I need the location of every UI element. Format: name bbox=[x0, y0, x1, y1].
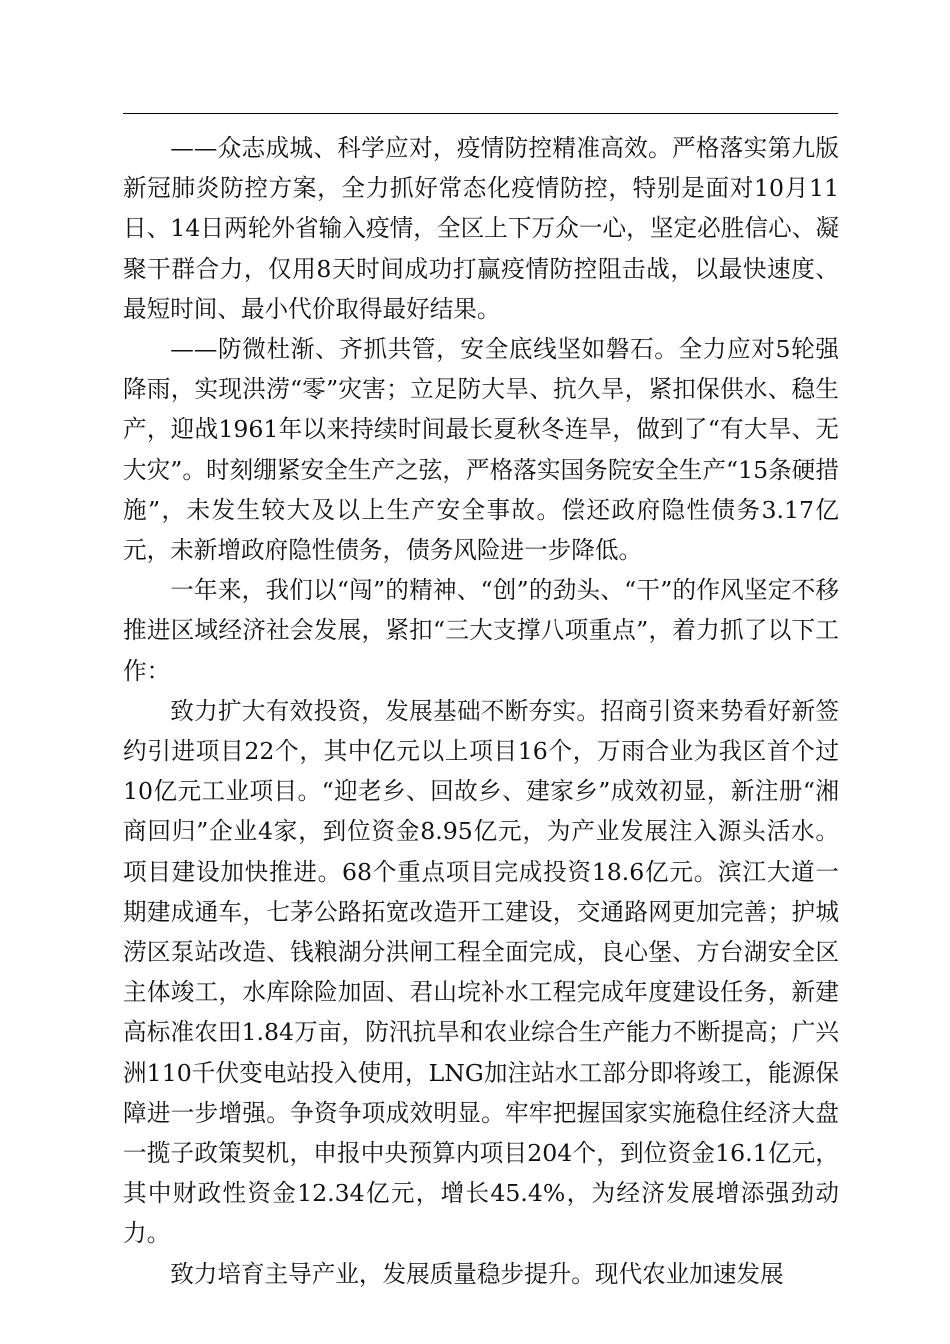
paragraph-leading-industry: 致力培育主导产业，发展质量稳步提升。现代农业加速发展 bbox=[170, 1259, 784, 1288]
document-body bbox=[123, 128, 839, 1294]
paragraph-epidemic-control: ——众志成城、科学应对，疫情防控精准高效。严格落实第九版新冠肺炎防控方案，全力抓好常态化疫情防控，特别是面对10月11日、14日两轮外省输入疫情，全区上下万众一心，坚定必胜信心、凝聚干群合力，仅用8天时间成功打赢疫情防控阻击战，以最快速度、最短时间、最小代价取得最好结果。 bbox=[123, 134, 839, 323]
header-rule bbox=[123, 113, 838, 114]
paragraph-safety-baseline: ——防微杜渐、齐抓共管，安全底线坚如磐石。全力应对5轮强降雨，实现洪涝“零”灾害；立足防大旱、抗久旱，紧扣保供水、稳生产，迎战1961年以来持续时间最长夏秋冬连旱，做到了“有大旱、无大灾”。时刻绷紧安全生产之弦，严格落实国务院安全生产“15条硬措施”，未发生较大及以上生产安全事故。偿还政府隐性债务3.17亿元，未新增政府隐性债务，债务风险进一步降低。 bbox=[123, 335, 839, 565]
paragraph-year-summary: 一年来，我们以“闯”的精神、“创”的劲头、“干”的作风坚定不移推进区域经济社会发展，紧扣“三大支撑八项重点”，着力抓了以下工作： bbox=[123, 576, 839, 685]
paragraph-effective-investment: 致力扩大有效投资，发展基础不断夯实。招商引资来势看好新签约引进项目22个，其中亿元以上项目16个，万雨合业为我区首个过10亿元工业项目。“迎老乡、回故乡、建家乡”成效初显，新注册“湘商回归”企业4家，到位资金8.95亿元，为产业发展注入源头活水。项目建设加快推进。68个重点项目完成投资18.6亿元。滨江大道一期建成通车，七茅公路拓宽改造开工建设，交通路网更加完善；护城涝区泵站改造、钱粮湖分洪闸工程全面完成，良心堡、方台湖安全区主体竣工，水库除险加固、君山垸补水工程完成年度建设任务，新建高标准农田1.84万亩，防汛抗旱和农业综合生产能力不断提高；广兴洲110千伏变电站投入使用，LNG加注站水工部分即将竣工，能源保障进一步增强。争资争项成效明显。牢牢把握国家实施稳住经济大盘一揽子政策契机，申报中央预算内项目204个，到位资金16.1亿元，其中财政性资金12.34亿元，增长45.4%，为经济发展增添强劲动力。 bbox=[123, 696, 839, 1248]
